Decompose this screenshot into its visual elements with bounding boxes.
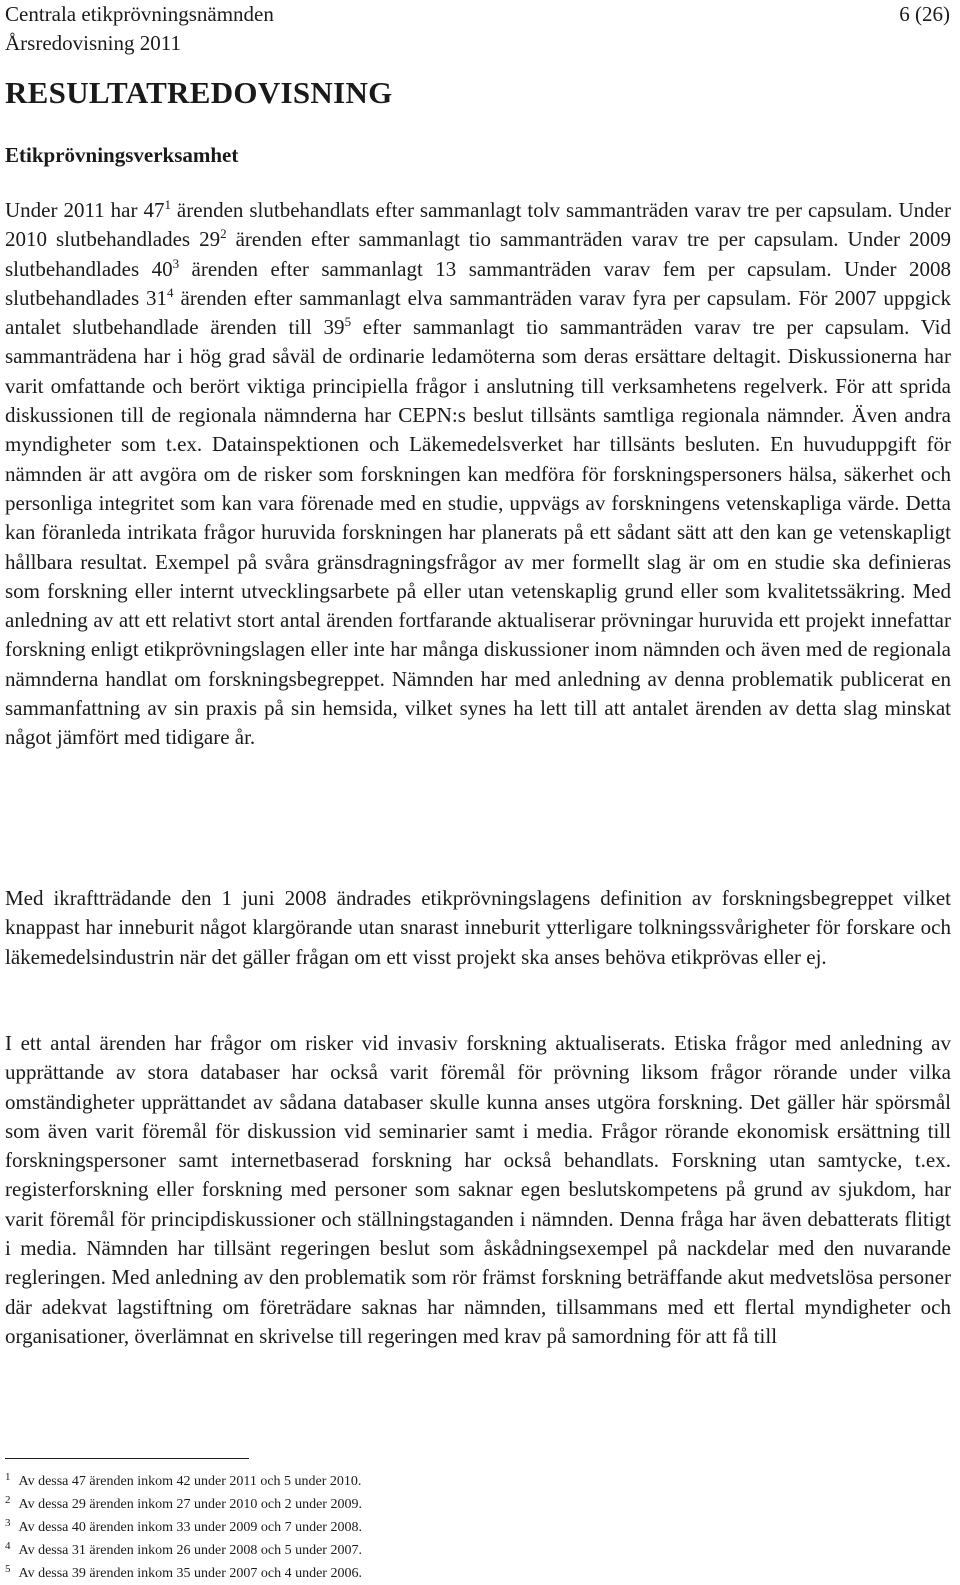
paragraph-case-statistics bbox=[5, 196, 951, 753]
footnote-ref-5: 5 bbox=[344, 314, 352, 330]
footnote-text: Av dessa 40 ärenden inkom 33 under 2009 och 7 under 2008. bbox=[18, 1520, 362, 1535]
document-title: RESULTATREDOVISNING bbox=[5, 75, 393, 110]
footnote-number: 1 bbox=[5, 1471, 11, 1483]
footnote-item bbox=[5, 1562, 362, 1585]
footnote-ref-3: 3 bbox=[172, 255, 180, 271]
footnote-item bbox=[5, 1470, 362, 1493]
paragraph-definition: Med ikraftträdande den 1 juni 2008 ändrades etikprövningslagens definition av forskningsbegreppet vilket knappast har inneburit något klargörande utan snarast inneburit ytterligare tolkningssvårigheter för forskare och läkemedelsindustrin när det gäller frågan om ett visst projekt ska anses behöva etikprövas eller ej. bbox=[5, 886, 951, 969]
p1-text-d: ärenden efter sammanlagt 13 sammanträden varav fem per capsulam. Under 2008 slutbehandlades 31 bbox=[5, 256, 951, 310]
page-header bbox=[5, 0, 950, 58]
footnotes bbox=[5, 1470, 362, 1585]
section-heading: Etikprövningsverksamhet bbox=[5, 143, 239, 167]
footnote-number: 2 bbox=[5, 1494, 11, 1506]
footnote-text: Av dessa 47 ärenden inkom 42 under 2011 och 5 under 2010. bbox=[18, 1474, 362, 1489]
footnote-number: 4 bbox=[5, 1540, 11, 1552]
paragraph-invasive-research: I ett antal ärenden har frågor om risker vid invasiv forskning aktualiserats. Etiska frågor med anledning av upprättande av stora databaser har också varit föremål för prövning liksom frågor rörande under vilka omständigheter upprättandet av sådana databaser skulle kunna anses utgöra forskning. Det gäller här spörsmål som även varit föremål för diskussion vid seminarier samt i media. Frågor rörande ekonomisk ersättning till forskningspersoner samt internetbaserad forskning har också behandlats. Forskning utan samtycke, t.ex. registerforskning eller forskning med personer som saknar egen beslutskompetens på grund av sjukdom, har varit föremål för principdiskussioner och ställningstaganden i nämnden. Denna fråga har även debatterats flitigt i media. Nämnden har tillsänt regeringen beslut som åskådningsexempel på nackdelar med den nuvarande regleringen. Med anledning av den problematik som rör främst forskning beträffande akut medvetslösa personer där adekvat lagstiftning om företrädare saknas har nämnden, tillsammans med ett flertal myndigheter och organisationer, överlämnat en skrivelse till regeringen med krav på samordning för att få till bbox=[5, 1031, 951, 1348]
footnote-separator bbox=[5, 1458, 249, 1459]
p1-text-a: Under 2011 har 47 bbox=[5, 198, 165, 222]
header-organization: Centrala etikprövningsnämnden bbox=[5, 2, 274, 26]
footnote-ref-1: 1 bbox=[164, 197, 171, 212]
footnote-text: Av dessa 29 ärenden inkom 27 under 2010 och 2 under 2009. bbox=[18, 1497, 362, 1512]
footnote-text: Av dessa 31 ärenden inkom 26 under 2008 och 5 under 2007. bbox=[18, 1543, 362, 1558]
footnote-number: 3 bbox=[5, 1517, 11, 1529]
footnote-ref-2: 2 bbox=[220, 226, 227, 242]
footnote-item bbox=[5, 1516, 362, 1539]
footnote-number: 5 bbox=[5, 1563, 11, 1575]
p1-text-e: ärenden efter sammanlagt elva sammanträden varav fyra per capsulam. För 2007 uppgick antalet slutbehandlade ärenden till 39 bbox=[5, 285, 951, 340]
footnote-text: Av dessa 39 ärenden inkom 35 under 2007 och 4 under 2006. bbox=[18, 1566, 362, 1581]
footnote-item bbox=[5, 1539, 362, 1562]
p1-text-b: ärenden slutbehandlats efter sammanlagt tolv sammanträden varav tre per capsulam. Under 2010 slutbehandlades 29 bbox=[5, 198, 951, 252]
footnote-ref-4: 4 bbox=[167, 284, 174, 300]
p1-text-c: ärenden efter sammanlagt tio sammanträden varav tre per capsulam. Under 2009 slutbehandlades 40 bbox=[5, 227, 951, 281]
p1-text-f: efter sammanlagt tio sammanträden varav tre per capsulam. Vid sammanträdena har i hög grad såväl de ordinarie ledamöterna som deras ersättare deltagit. Diskussionerna har varit omfattande och berört viktiga principiella frågor i anslutning till verksamhetens regelverk. För att sprida diskussionen till de regionala nämnderna har CEPN:s beslut tillsänts samtliga regionala nämnder. Även andra myndigheter som t.ex. Datainspektionen och Läkemedelsverket har tillsänts besluten. En huvuduppgift för nämnden är att avgöra om de risker som forskningen kan medföra för forskningspersoners hälsa, säkerhet och personliga integritet som kan vara förenade med en studie, uppvägs av forskningens vetenskapliga värde. Detta kan föranleda intrikata frågor huruvida forskningen har planerats på ett sådant sätt att den kan ge vetenskapligt hållbara resultat. Exempel på svåra gränsdragningsfrågor av mer formellt slag är om en studie ska definieras som forskning eller internt utvecklingsarbete på eller utan vetenskaplig grund eller som kvalitetssäkring. Med anledning av att ett relativt stort antal ärenden fortfarande aktualiserar prövningar huruvida ett projekt innefattar forskning enligt etikprövningslagen eller inte har många diskussioner inom nämnden och även med de regionala nämnderna handlat om forskningsbegreppet. Nämnden har med anledning av denna problematik publicerat en sammanfattning av sin praxis på sin hemsida, vilket synes ha lett till att antalet ärenden av detta slag minskat något jämfört med tidigare år. bbox=[5, 315, 952, 750]
header-report-title: Årsredovisning 2011 bbox=[5, 31, 181, 55]
page-number: 6 (26) bbox=[899, 2, 950, 26]
footnote-item bbox=[5, 1493, 362, 1516]
